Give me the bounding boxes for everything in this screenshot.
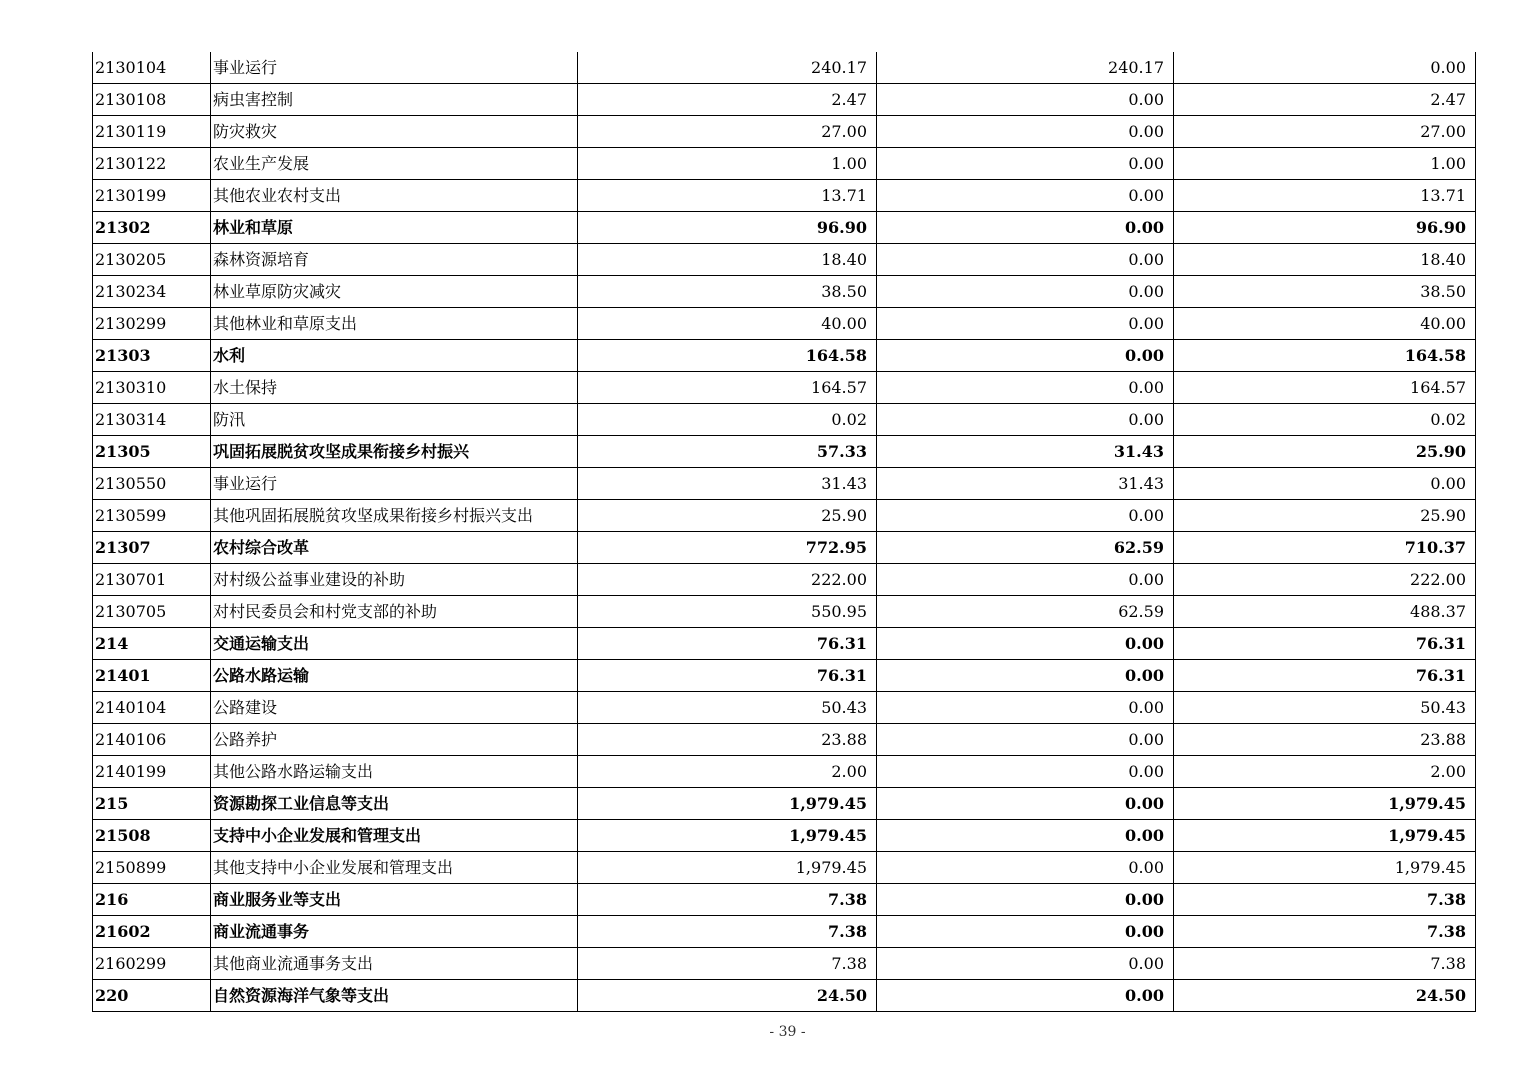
basic-expenditure-cell: 62.59 [877,532,1174,564]
total-amount-cell: 1,979.45 [578,852,877,884]
item-name-cell: 防灾救灾 [211,116,578,148]
total-amount-cell: 31.43 [578,468,877,500]
basic-expenditure-cell: 0.00 [877,564,1174,596]
item-name-cell: 公路养护 [211,724,578,756]
table-row [93,372,1476,404]
item-name-cell: 农村综合改革 [211,532,578,564]
basic-expenditure-cell: 31.43 [877,468,1174,500]
total-amount-cell: 76.31 [578,660,877,692]
function-code-cell: 2130701 [93,564,211,596]
basic-expenditure-cell: 0.00 [877,884,1174,916]
table-row [93,148,1476,180]
item-name-cell: 交通运输支出 [211,628,578,660]
table-row [93,436,1476,468]
project-expenditure-cell: 76.31 [1174,628,1476,660]
table-row [93,52,1476,84]
project-expenditure-cell: 13.71 [1174,180,1476,212]
function-code-cell: 2130234 [93,276,211,308]
project-expenditure-cell: 25.90 [1174,500,1476,532]
table-row [93,404,1476,436]
basic-expenditure-cell: 0.00 [877,308,1174,340]
basic-expenditure-cell: 240.17 [877,52,1174,84]
table-row [93,884,1476,916]
total-amount-cell: 240.17 [578,52,877,84]
page-number: - 39 - [769,1024,806,1040]
table-row [93,756,1476,788]
basic-expenditure-cell: 0.00 [877,372,1174,404]
table-row [93,692,1476,724]
item-name-cell: 其他商业流通事务支出 [211,948,578,980]
item-name-cell: 公路建设 [211,692,578,724]
total-amount-cell: 1,979.45 [578,820,877,852]
total-amount-cell: 1,979.45 [578,788,877,820]
basic-expenditure-cell: 0.00 [877,148,1174,180]
function-code-cell: 2130599 [93,500,211,532]
basic-expenditure-cell: 0.00 [877,756,1174,788]
function-code-cell: 2150899 [93,852,211,884]
project-expenditure-cell: 2.47 [1174,84,1476,116]
item-name-cell: 巩固拓展脱贫攻坚成果衔接乡村振兴 [211,436,578,468]
item-name-cell: 对村民委员会和村党支部的补助 [211,596,578,628]
item-name-cell: 其他巩固拓展脱贫攻坚成果衔接乡村振兴支出 [211,500,578,532]
expenditure-table-body [93,52,1476,1012]
project-expenditure-cell: 488.37 [1174,596,1476,628]
basic-expenditure-cell: 0.00 [877,116,1174,148]
basic-expenditure-cell: 0.00 [877,500,1174,532]
total-amount-cell: 40.00 [578,308,877,340]
total-amount-cell: 2.00 [578,756,877,788]
table-row [93,308,1476,340]
basic-expenditure-cell: 0.00 [877,628,1174,660]
project-expenditure-cell: 710.37 [1174,532,1476,564]
total-amount-cell: 2.47 [578,84,877,116]
table-row [93,628,1476,660]
item-name-cell: 其他农业农村支出 [211,180,578,212]
function-code-cell: 214 [93,628,211,660]
project-expenditure-cell: 96.90 [1174,212,1476,244]
project-expenditure-cell: 0.00 [1174,52,1476,84]
function-code-cell: 21305 [93,436,211,468]
project-expenditure-cell: 76.31 [1174,660,1476,692]
table-row [93,212,1476,244]
function-code-cell: 2130119 [93,116,211,148]
item-name-cell: 农业生产发展 [211,148,578,180]
item-name-cell: 水土保持 [211,372,578,404]
project-expenditure-cell: 50.43 [1174,692,1476,724]
total-amount-cell: 164.57 [578,372,877,404]
function-code-cell: 216 [93,884,211,916]
total-amount-cell: 13.71 [578,180,877,212]
basic-expenditure-cell: 0.00 [877,660,1174,692]
basic-expenditure-cell: 0.00 [877,820,1174,852]
basic-expenditure-cell: 62.59 [877,596,1174,628]
function-code-cell: 2140104 [93,692,211,724]
basic-expenditure-cell: 0.00 [877,340,1174,372]
project-expenditure-cell: 0.02 [1174,404,1476,436]
total-amount-cell: 222.00 [578,564,877,596]
table-row [93,820,1476,852]
basic-expenditure-cell: 0.00 [877,244,1174,276]
table-row [93,468,1476,500]
table-row [93,564,1476,596]
project-expenditure-cell: 40.00 [1174,308,1476,340]
total-amount-cell: 24.50 [578,980,877,1012]
item-name-cell: 资源勘探工业信息等支出 [211,788,578,820]
total-amount-cell: 772.95 [578,532,877,564]
basic-expenditure-cell: 0.00 [877,212,1174,244]
function-code-cell: 21302 [93,212,211,244]
item-name-cell: 公路水路运输 [211,660,578,692]
table-row [93,852,1476,884]
expenditure-table [92,52,1476,1012]
item-name-cell: 对村级公益事业建设的补助 [211,564,578,596]
basic-expenditure-cell: 0.00 [877,692,1174,724]
table-row [93,660,1476,692]
project-expenditure-cell: 25.90 [1174,436,1476,468]
item-name-cell: 商业服务业等支出 [211,884,578,916]
total-amount-cell: 7.38 [578,884,877,916]
item-name-cell: 其他林业和草原支出 [211,308,578,340]
function-code-cell: 2130310 [93,372,211,404]
function-code-cell: 21508 [93,820,211,852]
project-expenditure-cell: 1,979.45 [1174,788,1476,820]
item-name-cell: 防汛 [211,404,578,436]
function-code-cell: 2130199 [93,180,211,212]
basic-expenditure-cell: 0.00 [877,916,1174,948]
table-row [93,244,1476,276]
item-name-cell: 林业草原防灾减灾 [211,276,578,308]
item-name-cell: 自然资源海洋气象等支出 [211,980,578,1012]
basic-expenditure-cell: 0.00 [877,404,1174,436]
table-row [93,500,1476,532]
function-code-cell: 2140199 [93,756,211,788]
table-row [93,340,1476,372]
item-name-cell: 病虫害控制 [211,84,578,116]
total-amount-cell: 25.90 [578,500,877,532]
function-code-cell: 2140106 [93,724,211,756]
project-expenditure-cell: 7.38 [1174,948,1476,980]
table-row [93,916,1476,948]
table-row [93,532,1476,564]
total-amount-cell: 7.38 [578,948,877,980]
function-code-cell: 2130108 [93,84,211,116]
function-code-cell: 2130314 [93,404,211,436]
table-row [93,180,1476,212]
item-name-cell: 水利 [211,340,578,372]
basic-expenditure-cell: 0.00 [877,852,1174,884]
function-code-cell: 220 [93,980,211,1012]
total-amount-cell: 96.90 [578,212,877,244]
total-amount-cell: 57.33 [578,436,877,468]
table-row [93,596,1476,628]
total-amount-cell: 0.02 [578,404,877,436]
basic-expenditure-cell: 0.00 [877,180,1174,212]
function-code-cell: 21602 [93,916,211,948]
total-amount-cell: 38.50 [578,276,877,308]
project-expenditure-cell: 1.00 [1174,148,1476,180]
basic-expenditure-cell: 0.00 [877,980,1174,1012]
project-expenditure-cell: 18.40 [1174,244,1476,276]
project-expenditure-cell: 7.38 [1174,884,1476,916]
item-name-cell: 支持中小企业发展和管理支出 [211,820,578,852]
basic-expenditure-cell: 0.00 [877,788,1174,820]
item-name-cell: 森林资源培育 [211,244,578,276]
function-code-cell: 21401 [93,660,211,692]
basic-expenditure-cell: 0.00 [877,84,1174,116]
function-code-cell: 2160299 [93,948,211,980]
table-row [93,84,1476,116]
total-amount-cell: 7.38 [578,916,877,948]
basic-expenditure-cell: 0.00 [877,948,1174,980]
total-amount-cell: 76.31 [578,628,877,660]
project-expenditure-cell: 7.38 [1174,916,1476,948]
item-name-cell: 林业和草原 [211,212,578,244]
table-row [93,980,1476,1012]
project-expenditure-cell: 24.50 [1174,980,1476,1012]
function-code-cell: 2130205 [93,244,211,276]
item-name-cell: 事业运行 [211,52,578,84]
total-amount-cell: 550.95 [578,596,877,628]
table-row [93,116,1476,148]
project-expenditure-cell: 0.00 [1174,468,1476,500]
total-amount-cell: 23.88 [578,724,877,756]
item-name-cell: 其他支持中小企业发展和管理支出 [211,852,578,884]
total-amount-cell: 18.40 [578,244,877,276]
project-expenditure-cell: 27.00 [1174,116,1476,148]
project-expenditure-cell: 164.58 [1174,340,1476,372]
project-expenditure-cell: 164.57 [1174,372,1476,404]
project-expenditure-cell: 1,979.45 [1174,820,1476,852]
table-row [93,276,1476,308]
total-amount-cell: 27.00 [578,116,877,148]
table-row [93,788,1476,820]
function-code-cell: 2130299 [93,308,211,340]
table-row [93,724,1476,756]
total-amount-cell: 164.58 [578,340,877,372]
total-amount-cell: 1.00 [578,148,877,180]
project-expenditure-cell: 23.88 [1174,724,1476,756]
function-code-cell: 21307 [93,532,211,564]
project-expenditure-cell: 2.00 [1174,756,1476,788]
item-name-cell: 商业流通事务 [211,916,578,948]
project-expenditure-cell: 222.00 [1174,564,1476,596]
function-code-cell: 2130122 [93,148,211,180]
total-amount-cell: 50.43 [578,692,877,724]
function-code-cell: 2130705 [93,596,211,628]
item-name-cell: 其他公路水路运输支出 [211,756,578,788]
basic-expenditure-cell: 0.00 [877,276,1174,308]
item-name-cell: 事业运行 [211,468,578,500]
project-expenditure-cell: 1,979.45 [1174,852,1476,884]
project-expenditure-cell: 38.50 [1174,276,1476,308]
table-row [93,948,1476,980]
basic-expenditure-cell: 0.00 [877,724,1174,756]
function-code-cell: 2130104 [93,52,211,84]
function-code-cell: 21303 [93,340,211,372]
basic-expenditure-cell: 31.43 [877,436,1174,468]
function-code-cell: 215 [93,788,211,820]
function-code-cell: 2130550 [93,468,211,500]
